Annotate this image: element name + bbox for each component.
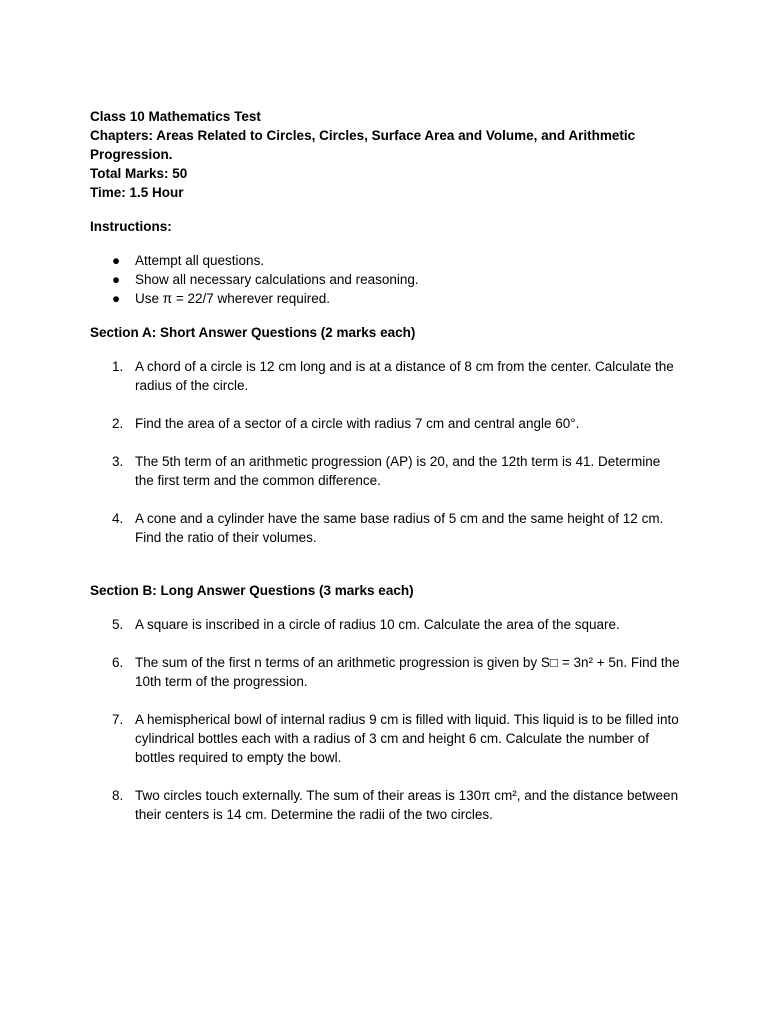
instructions-heading: Instructions: [90, 219, 172, 234]
question-text: A cone and a cylinder have the same base radius of 5 cm and the same height of 12 cm. Find the ratio of their volumes. [135, 511, 664, 545]
question-text: A hemispherical bowl of internal radius 9 cm is filled with liquid. This liquid is to be filled into cylindrical bottles each with a radius of 3 cm and height 6 cm. Calculate the number of bottles required to empty the bowl. [135, 712, 679, 765]
instruction-text: Use π = 22/7 wherever required. [135, 291, 331, 306]
question-item [90, 357, 680, 395]
test-title: Class 10 Mathematics Test [90, 109, 261, 124]
question-item [90, 452, 680, 490]
instruction-item [90, 270, 680, 289]
question-number: 8. [112, 788, 124, 803]
question-text: The 5th term of an arithmetic progression (AP) is 20, and the 12th term is 41. Determine the first term and the common difference. [135, 454, 661, 488]
question-text: A chord of a circle is 12 cm long and is at a distance of 8 cm from the center. Calculate the radius of the circle. [135, 359, 674, 393]
section-b-heading: Section B: Long Answer Questions (3 marks each) [90, 583, 414, 598]
bullet-icon: ● [112, 272, 121, 287]
instruction-text: Attempt all questions. [135, 253, 265, 268]
instructions-list [90, 251, 680, 308]
section-b-questions [90, 615, 680, 824]
chapters-line: Chapters: Areas Related to Circles, Circles, Surface Area and Volume, and Arithmetic Progression. [90, 128, 636, 162]
time-allowed: Time: 1.5 Hour [90, 185, 184, 200]
question-item [90, 414, 680, 433]
instruction-item [90, 289, 680, 308]
question-text: A square is inscribed in a circle of radius 10 cm. Calculate the area of the square. [135, 617, 620, 632]
instruction-item [90, 251, 680, 270]
question-item [90, 786, 680, 824]
question-number: 6. [112, 655, 124, 670]
question-text: The sum of the first n terms of an arithmetic progression is given by S□ = 3n² + 5n. Find the 10th term of the progression. [135, 655, 680, 689]
question-item [90, 710, 680, 767]
question-number: 1. [112, 359, 124, 374]
question-number: 4. [112, 511, 124, 526]
question-item [90, 615, 680, 634]
question-item [90, 653, 680, 691]
question-item [90, 509, 680, 547]
bullet-icon: ● [112, 291, 121, 306]
section-a-questions [90, 357, 680, 547]
section-a-heading: Section A: Short Answer Questions (2 marks each) [90, 325, 416, 340]
question-text: Find the area of a sector of a circle with radius 7 cm and central angle 60°. [135, 416, 580, 431]
test-header [90, 107, 680, 202]
test-document [90, 107, 680, 843]
question-number: 7. [112, 712, 124, 727]
section-spacer [90, 566, 680, 581]
question-number: 5. [112, 617, 124, 632]
bullet-icon: ● [112, 253, 121, 268]
question-number: 2. [112, 416, 124, 431]
instruction-text: Show all necessary calculations and reasoning. [135, 272, 419, 287]
question-number: 3. [112, 454, 124, 469]
question-text: Two circles touch externally. The sum of their areas is 130π cm², and the distance between their centers is 14 cm. Determine the radii of the two circles. [135, 788, 679, 822]
total-marks: Total Marks: 50 [90, 166, 188, 181]
